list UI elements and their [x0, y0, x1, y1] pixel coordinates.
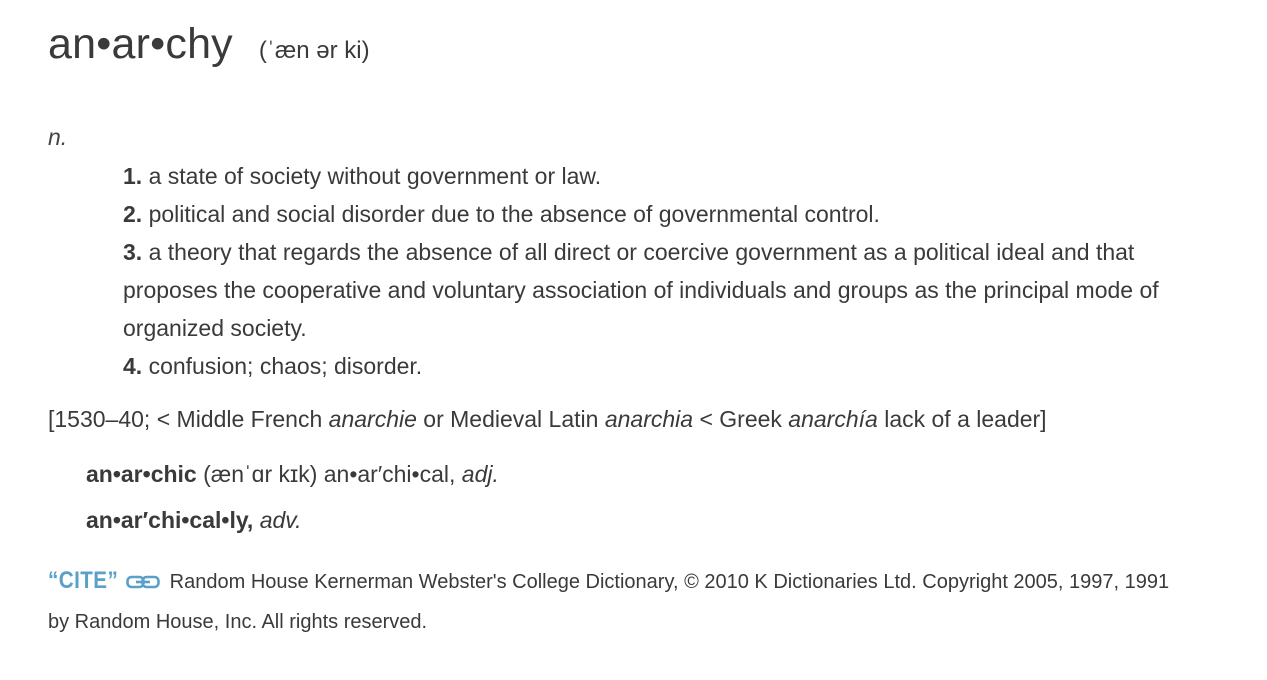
- sense-number: 2.: [123, 201, 143, 227]
- sense-text: a theory that regards the absence of all direct or coercive government as a political ideal and that proposes the cooperative and voluntary association of individuals and groups as the principal mode of organized society.: [123, 239, 1159, 341]
- sense-text: a state of society without government or law.: [148, 163, 602, 189]
- derivative-word: an•ar•chic: [86, 461, 197, 487]
- derivative-adverb: [86, 501, 302, 539]
- etymology-text: or Medieval Latin: [416, 406, 605, 432]
- citation-source: Random House Kernerman Webster's College Dictionary, © 2010 K Dictionaries Ltd. Copyright 2005, 1997, 1991 by Random House, Inc. All rights reserved.: [48, 571, 1170, 633]
- cite-button[interactable]: “CITE”: [48, 567, 119, 594]
- sense-text: political and social disorder due to the absence of governmental control.: [148, 201, 880, 227]
- etymology: [48, 400, 1047, 438]
- sense-item: [123, 157, 1223, 195]
- citation: [48, 562, 1188, 641]
- derivative-word: an•ar′chi•cal•ly,: [86, 507, 254, 533]
- part-of-speech: n.: [48, 124, 68, 150]
- sense-item: [123, 233, 1223, 347]
- senses-list: [123, 157, 1223, 385]
- sense-number: 1.: [123, 163, 143, 189]
- pronunciation: (ˈæn ər ki): [258, 37, 370, 64]
- link-icon[interactable]: [126, 565, 160, 603]
- derivative-pos: adv.: [259, 507, 302, 533]
- entry-headword-line: [48, 20, 370, 69]
- headword: an•ar•chy: [48, 20, 233, 68]
- etymology-word: anarchie: [328, 406, 417, 432]
- derivative-adjective: [86, 455, 499, 493]
- derivative-pronunciation: (ænˈɑr kɪk) an•ar′chi•cal,: [196, 461, 462, 487]
- etymology-word: anarchía: [788, 406, 878, 432]
- etymology-prefix: [1530–40; < Middle French: [48, 406, 329, 432]
- derivative-pos: adj.: [461, 461, 499, 487]
- etymology-suffix: lack of a leader]: [877, 406, 1047, 432]
- sense-number: 4.: [123, 353, 143, 379]
- sense-item: [123, 195, 1223, 233]
- sense-item: [123, 347, 1223, 385]
- sense-text: confusion; chaos; disorder.: [148, 353, 423, 379]
- sense-number: 3.: [123, 239, 143, 265]
- etymology-text: < Greek: [693, 406, 789, 432]
- etymology-word: anarchia: [604, 406, 694, 432]
